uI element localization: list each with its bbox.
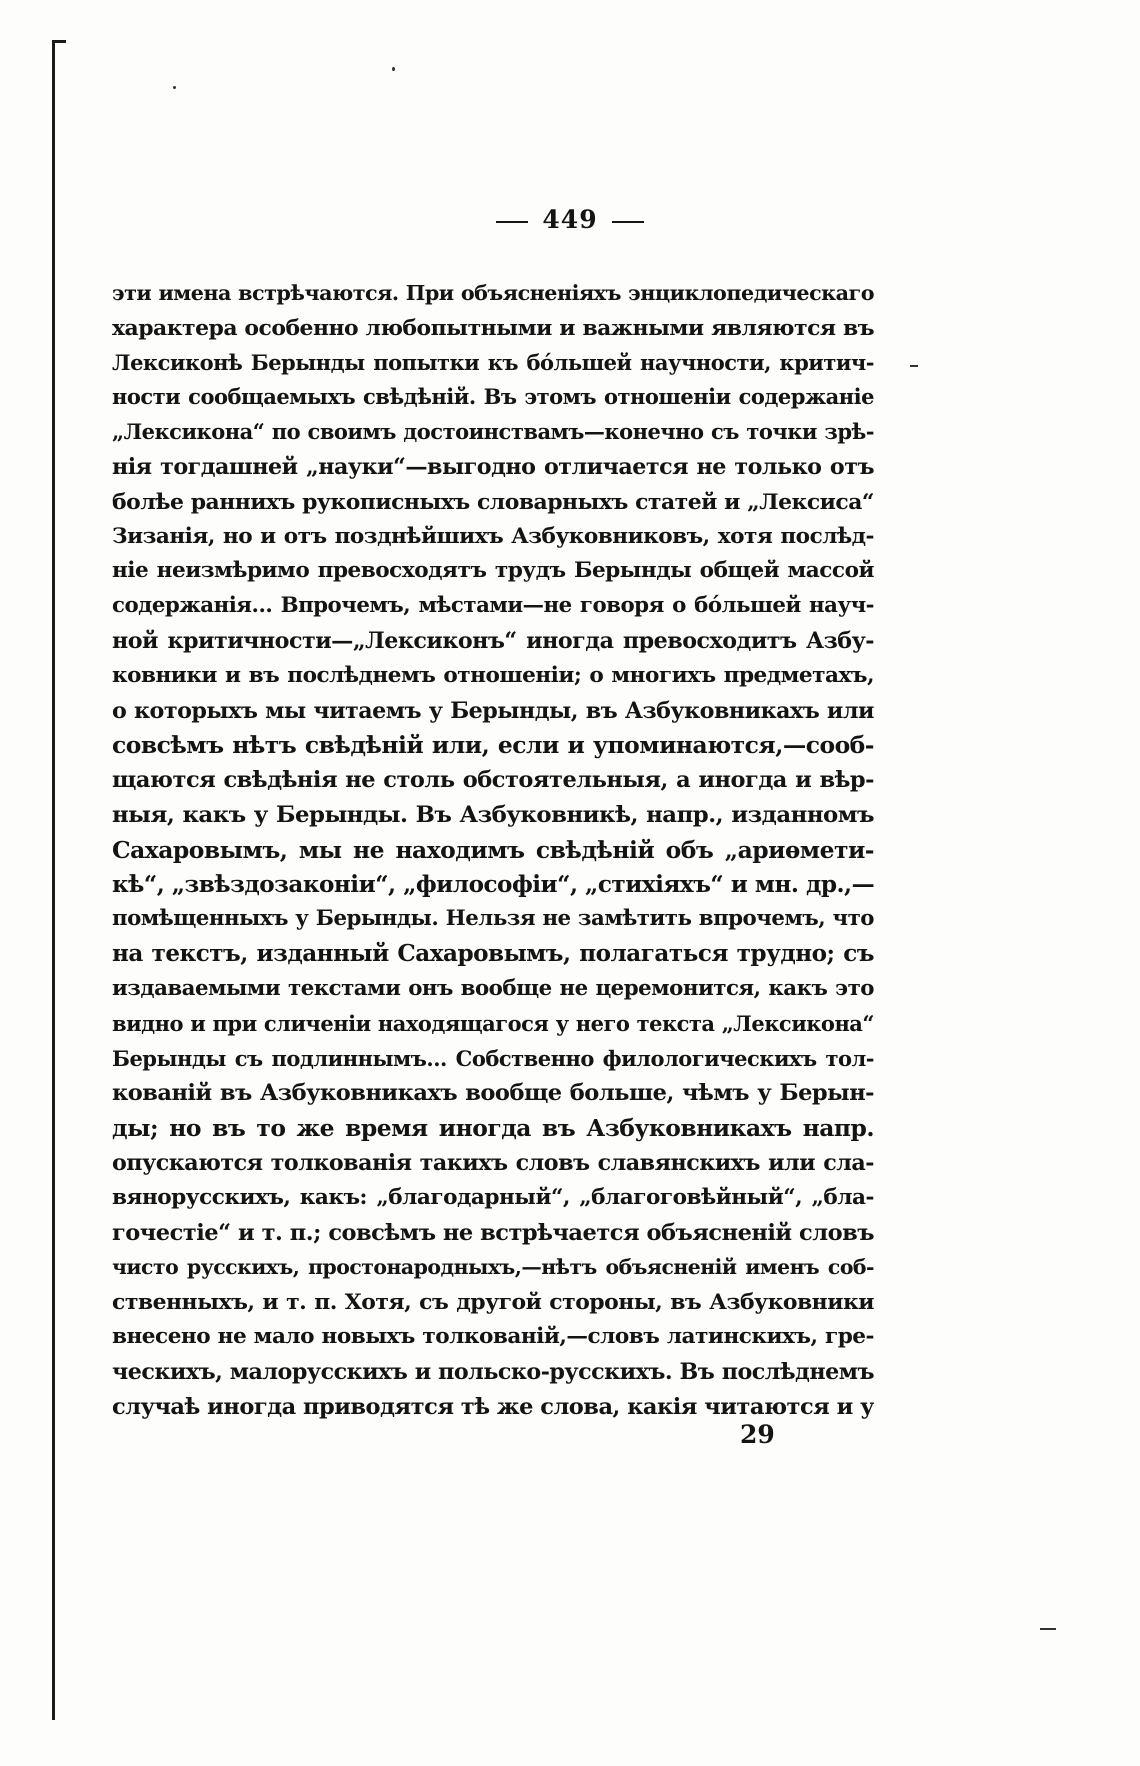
- page-number: 449: [542, 205, 598, 234]
- text-line: внесено не мало новыхъ толкованій,—словъ латинскихъ, гре-: [112, 1323, 874, 1349]
- text-line: ды; но въ то же время иногда въ Азбуковникахъ напр.: [112, 1114, 874, 1143]
- text-line: совсѣмъ нѣтъ свѣдѣній или, если и упоминаются,—сооб-: [112, 731, 874, 760]
- text-line: ніе неизмѣримо превосходятъ трудъ Берынды общей массой: [112, 558, 874, 584]
- text-line: ной критичности—„Лексиконъ“ иногда превосходитъ Азбу-: [112, 627, 874, 654]
- text-line: видно и при сличеніи находящагося у него текста „Лексикона“: [112, 1010, 874, 1036]
- text-line: кѣ“, „звѣздозаконіи“, „философіи“, „стихіяхъ“ и мн. др.,—: [112, 870, 874, 898]
- margin-mark: [910, 365, 918, 367]
- page-number-header: [0, 205, 1140, 234]
- scan-edge-left: [52, 40, 55, 1720]
- text-line: гочестіе“ и т. п.; совсѣмъ не встрѣчается объясненій словъ: [112, 1219, 874, 1246]
- body-text: [112, 276, 874, 1424]
- text-line: болѣе раннихъ рукописныхъ словарныхъ статей и „Лексиса“: [112, 488, 874, 515]
- text-line: чисто русскихъ, простонародныхъ,—нѣтъ объясненій именъ соб-: [112, 1255, 874, 1280]
- text-line: содержанія... Впрочемъ, мѣстами—не говоря о бóльшей науч-: [112, 593, 874, 619]
- margin-mark: [1040, 1628, 1056, 1630]
- text-line: опускаются толкованія такихъ словъ славянскихъ или сла-: [112, 1149, 874, 1176]
- header-dash-left: [496, 221, 528, 223]
- text-line: вянорусскихъ, какъ: „благодарный“, „благоговѣйный“, „бла-: [112, 1184, 874, 1210]
- text-line: о которыхъ мы читаемъ у Берынды, въ Азбуковникахъ или: [112, 697, 874, 724]
- text-line: ныя, какъ у Берынды. Въ Азбуковникѣ, напр., изданномъ: [112, 801, 874, 828]
- printer-signature-mark: 29: [740, 1420, 775, 1449]
- text-line: нія тогдашней „науки“—выгодно отличается не только отъ: [112, 453, 874, 480]
- header-dash-right: [612, 221, 644, 223]
- text-line: на текстъ, изданный Сахаровымъ, полагаться трудно; съ: [112, 940, 874, 968]
- text-line: „Лексикона“ по своимъ достоинствамъ—конечно съ точки зрѣ-: [112, 419, 874, 445]
- text-line: помѣщенныхъ у Берынды. Нельзя не замѣтить впрочемъ, что: [112, 906, 874, 932]
- text-line: ковники и въ послѣднемъ отношеніи; о многихъ предметахъ,: [112, 662, 874, 688]
- scan-edge-top: [52, 40, 66, 43]
- text-line: случаѣ иногда приводятся тѣ же слова, какія читаются и у: [112, 1393, 874, 1420]
- text-line: щаются свѣдѣнія не столь обстоятельныя, а иногда и вѣр-: [112, 767, 874, 794]
- text-line: Лексиконѣ Берынды попытки къ бóльшей научности, критич-: [112, 349, 874, 375]
- text-line: ческихъ, малорусскихъ и польско-русскихъ. Въ послѣднемъ: [112, 1358, 874, 1385]
- text-line: издаваемыми текстами онъ вообще не церемонится, какъ это: [112, 975, 874, 1001]
- text-line: характера особенно любопытными и важными являются въ: [112, 314, 874, 341]
- text-line: кованій въ Азбуковникахъ вообще больше, чѣмъ у Берын-: [112, 1080, 874, 1107]
- text-line: Берынды съ подлиннымъ... Собственно филологическихъ тол-: [112, 1045, 874, 1071]
- text-line: Сахаровымъ, мы не находимъ свѣдѣній объ „ариѳмети-: [112, 835, 874, 864]
- text-line: ственныхъ, и т. п. Хотя, съ другой стороны, въ Азбуковники: [112, 1289, 874, 1316]
- text-line: Зизанія, но и отъ позднѣйшихъ Азбуковниковъ, хотя послѣд-: [112, 523, 874, 549]
- scan-speck: [173, 86, 176, 89]
- scan-speck: [392, 67, 395, 71]
- text-line: эти имена встрѣчаются. При объясненіяхъ энциклопедическаго: [112, 281, 874, 305]
- text-line: ности сообщаемыхъ свѣдѣній. Въ этомъ отношеніи содержаніе: [112, 384, 874, 410]
